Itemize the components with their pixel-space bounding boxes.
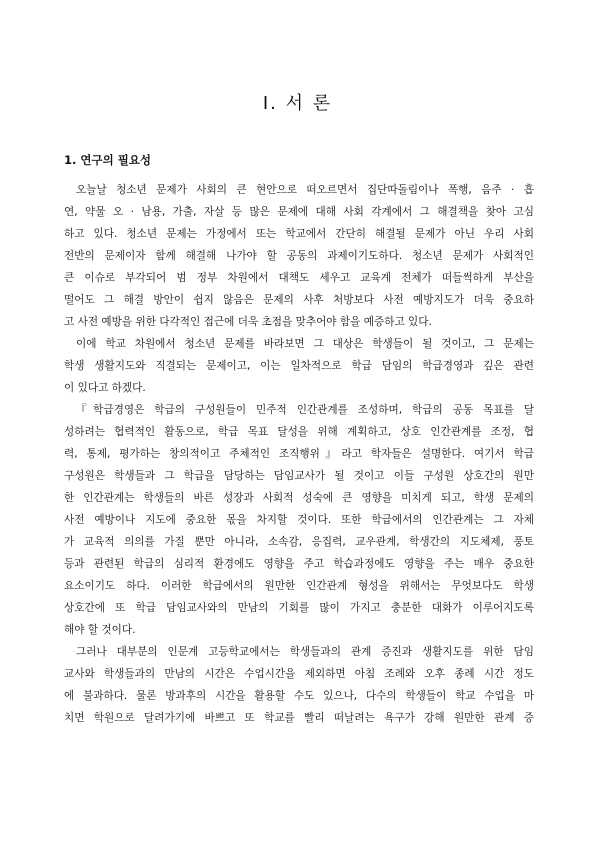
body-text-line: 그러나 대부분의 인문계 고등학교에서는 학생들과의 관계 증진과 생활지도를 위한 담임 xyxy=(76,646,534,658)
body-text-line: 큰 이슈로 부각되어 범 정부 차원에서 대책도 세우고 교육계 전체가 떠들썩하게 부산을 xyxy=(64,272,534,284)
section-heading: 1. 연구의 필요성 xyxy=(64,153,152,167)
body-text-line: 력, 통제, 평가하는 창의적이고 주체적인 조직행위』라고 학자들은 설명한다. 여기서 학급 xyxy=(64,448,534,460)
body-text-line: 해야 할 것이다. xyxy=(64,624,136,636)
body-text-line: 학생 생활지도와 직결되는 문제이고, 이는 일차적으로 학급 담임의 학급경영과 깊은 관련 xyxy=(64,360,534,372)
body-text-line: 한 인간관계는 학생들의 바른 성장과 사회적 성숙에 큰 영향을 미치게 되고, 학생 문제의 xyxy=(64,492,534,504)
body-text-line: 성하려는 협력적인 활동으로, 학급 목표 달성을 위해 계획하고, 상호 인간관계를 조정, 협 xyxy=(64,426,534,438)
body-text-line: 오늘날 청소년 문제가 사회의 큰 현안으로 떠오르면서 집단따돌림이나 폭행, 음주 · 흡 xyxy=(76,184,534,196)
body-text-line: 고 사전 예방을 위한 다각적인 접근에 더욱 초점을 맞추어야 함을 예증하고 있다. xyxy=(64,316,432,328)
body-text-line: 구성원은 학생들과 그 학급을 담당하는 담임교사가 될 것이고 이들 구성원 상호간의 원만 xyxy=(64,470,534,482)
body-text-line: 『학급경영은 학급의 구성원들이 민주적 인간관계를 조성하며, 학급의 공동 목표를 달 xyxy=(76,404,534,416)
body-text-line: 등과 관련된 학급의 심리적 환경에도 영향을 주고 학습과정에도 영향을 주는 매우 중요한 xyxy=(64,558,534,570)
body-text-line: 상호간에 또 학급 담임교사와의 만남의 기회를 많이 가지고 충분한 대화가 이루어지도록 xyxy=(64,602,534,614)
body-text-line: 치면 학원으로 달려가기에 바쁘고 또 학교를 빨리 떠날려는 욕구가 강해 원만한 관계 증 xyxy=(64,712,534,724)
body-text-line: 에 불과하다. 물론 방과후의 시간을 활용할 수도 있으나, 다수의 학생들이 학교 수업을 마 xyxy=(64,690,534,702)
body-text-line: 요소이기도 하다. 이러한 학급에서의 원만한 인간관계 형성을 위해서는 무엇보다도 학생 xyxy=(64,580,534,592)
body-text-line: 전반의 문제이자 함께 해결해 나가야 할 공동의 과제이기도하다. 청소년 문제가 사회적인 xyxy=(64,250,534,262)
body-text-line: 하고 있다. 청소년 문제는 가정에서 또는 학교에서 간단히 해결될 문제가 아닌 우리 사회 xyxy=(64,228,534,240)
body-text-line: 이 있다고 하겠다. xyxy=(64,382,146,394)
body-text-line: 가 교육적 의의를 가질 뿐만 아니라, 소속감, 응집력, 교우관계, 학생간의 지도체제, 풍토 xyxy=(64,536,534,548)
chapter-title: Ⅰ. 서 론 xyxy=(262,93,333,114)
body-text-line: 사전 예방이나 지도에 중요한 몫을 차지할 것이다. 또한 학급에서의 인간관계는 그 자체 xyxy=(64,514,534,526)
body-text-line: 떨어도 그 해결 방안이 쉽지 않음은 문제의 사후 처방보다 사전 예방지도가 더욱 중요하 xyxy=(64,294,534,306)
body-text-line: 이에 학교 차원에서 청소년 문제를 바라보면 그 대상은 학생들이 될 것이고, 그 문제는 xyxy=(76,338,534,350)
body-text-line: 교사와 학생들과의 만남의 시간은 수업시간을 제외하면 아침 조례와 오후 종례 시간 정도 xyxy=(64,668,534,680)
body-text-line: 연, 약물 오 · 남용, 가출, 자살 등 많은 문제에 대해 사회 각계에서 그 해결책을 찾아 고심 xyxy=(64,206,534,218)
